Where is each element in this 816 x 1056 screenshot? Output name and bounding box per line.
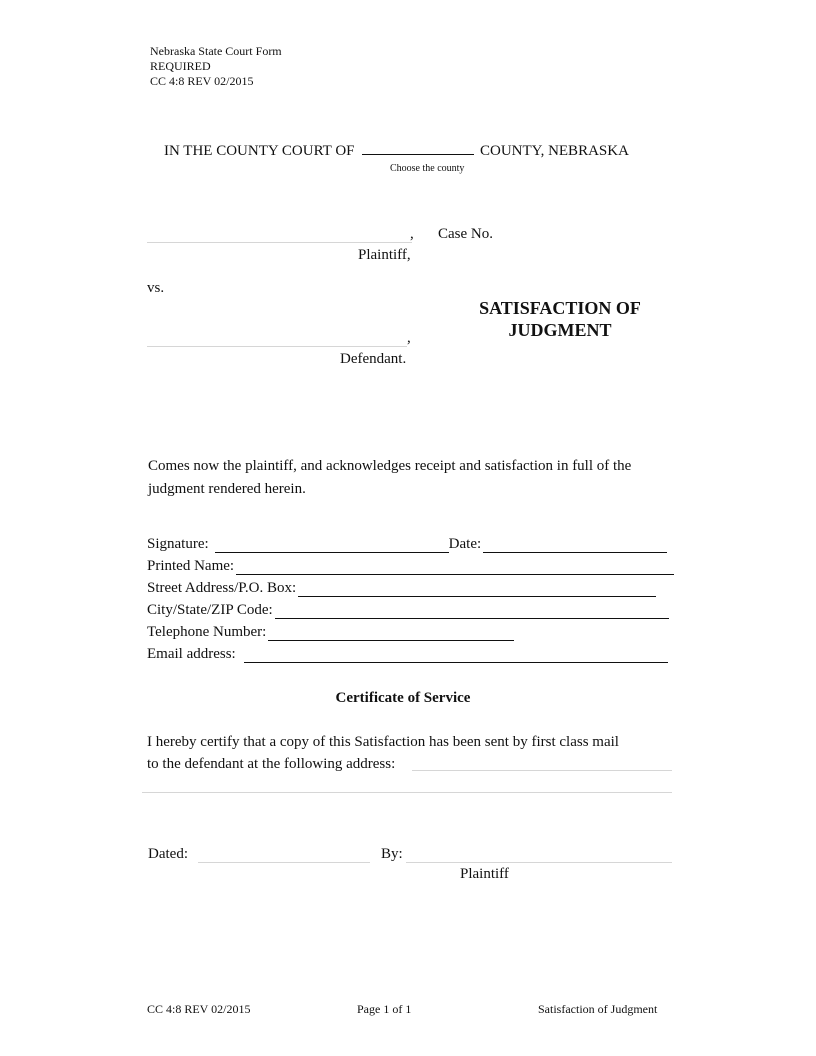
city-row: [147, 602, 669, 619]
certificate-text-line-1: I hereby certify that a copy of this Satisfaction has been sent by first class mail: [147, 734, 619, 750]
dated-label: Dated:: [148, 846, 188, 862]
email-row: [147, 646, 668, 663]
printed-name-label: Printed Name:: [147, 558, 235, 574]
signature-label: Signature:: [147, 536, 209, 552]
dated-field[interactable]: [198, 862, 370, 863]
county-hint: Choose the county: [390, 163, 465, 174]
footer-form-number: CC 4:8 REV 02/2015: [147, 1002, 251, 1016]
telephone-label: Telephone Number:: [147, 624, 267, 640]
printed-name-row: [147, 558, 674, 575]
telephone-field[interactable]: [268, 625, 514, 641]
form-number: CC 4:8 REV 02/2015: [150, 74, 254, 88]
form-source: Nebraska State Court Form: [150, 44, 282, 58]
versus-label: vs.: [147, 280, 165, 296]
county-select[interactable]: [362, 140, 474, 155]
title-line-1: SATISFACTION OF: [479, 298, 641, 318]
plaintiff-name-field[interactable]: [147, 242, 412, 243]
defendant-name-field[interactable]: [147, 346, 407, 347]
satisfaction-statement: Comes now the plaintiff, and acknowledges receipt and satisfaction in full of the judgment rendered herein.: [148, 458, 632, 497]
defendant-comma: ,: [407, 330, 411, 346]
email-field[interactable]: [244, 647, 668, 663]
date-label: Date:: [448, 536, 482, 552]
signature-row: [147, 536, 667, 553]
plaintiff-comma: ,: [410, 226, 414, 242]
court-prefix: IN THE COUNTY COURT OF: [164, 143, 355, 159]
city-label: City/State/ZIP Code:: [147, 602, 273, 618]
street-label: Street Address/P.O. Box:: [147, 580, 297, 596]
telephone-row: [147, 624, 514, 641]
city-field[interactable]: [275, 603, 669, 619]
email-label: Email address:: [147, 646, 236, 662]
title-line-2: JUDGMENT: [508, 320, 612, 340]
document-title: [450, 297, 670, 341]
plaintiff-signature-field[interactable]: [406, 862, 672, 863]
case-number-label: Case No.: [438, 226, 493, 242]
plaintiff-label: Plaintiff,: [358, 247, 411, 263]
printed-name-field[interactable]: [236, 559, 674, 575]
street-row: [147, 580, 656, 597]
street-field[interactable]: [298, 581, 656, 597]
defendant-label: Defendant.: [340, 351, 407, 367]
signature-field[interactable]: [215, 537, 449, 553]
defendant-address-field[interactable]: [412, 770, 672, 771]
by-label: By:: [381, 846, 403, 862]
defendant-address-field-2[interactable]: [142, 792, 672, 793]
footer-document-title: Satisfaction of Judgment: [538, 1002, 658, 1016]
court-heading: [164, 140, 629, 160]
court-suffix: COUNTY, NEBRASKA: [480, 143, 629, 159]
certificate-text-line-2: to the defendant at the following address:: [147, 756, 396, 772]
footer-page-number: Page 1 of 1: [357, 1002, 412, 1016]
form-required-label: REQUIRED: [150, 59, 211, 73]
signature-date-field[interactable]: [483, 537, 667, 553]
certificate-heading: Certificate of Service: [335, 690, 471, 706]
plaintiff-signature-label: Plaintiff: [460, 866, 509, 882]
